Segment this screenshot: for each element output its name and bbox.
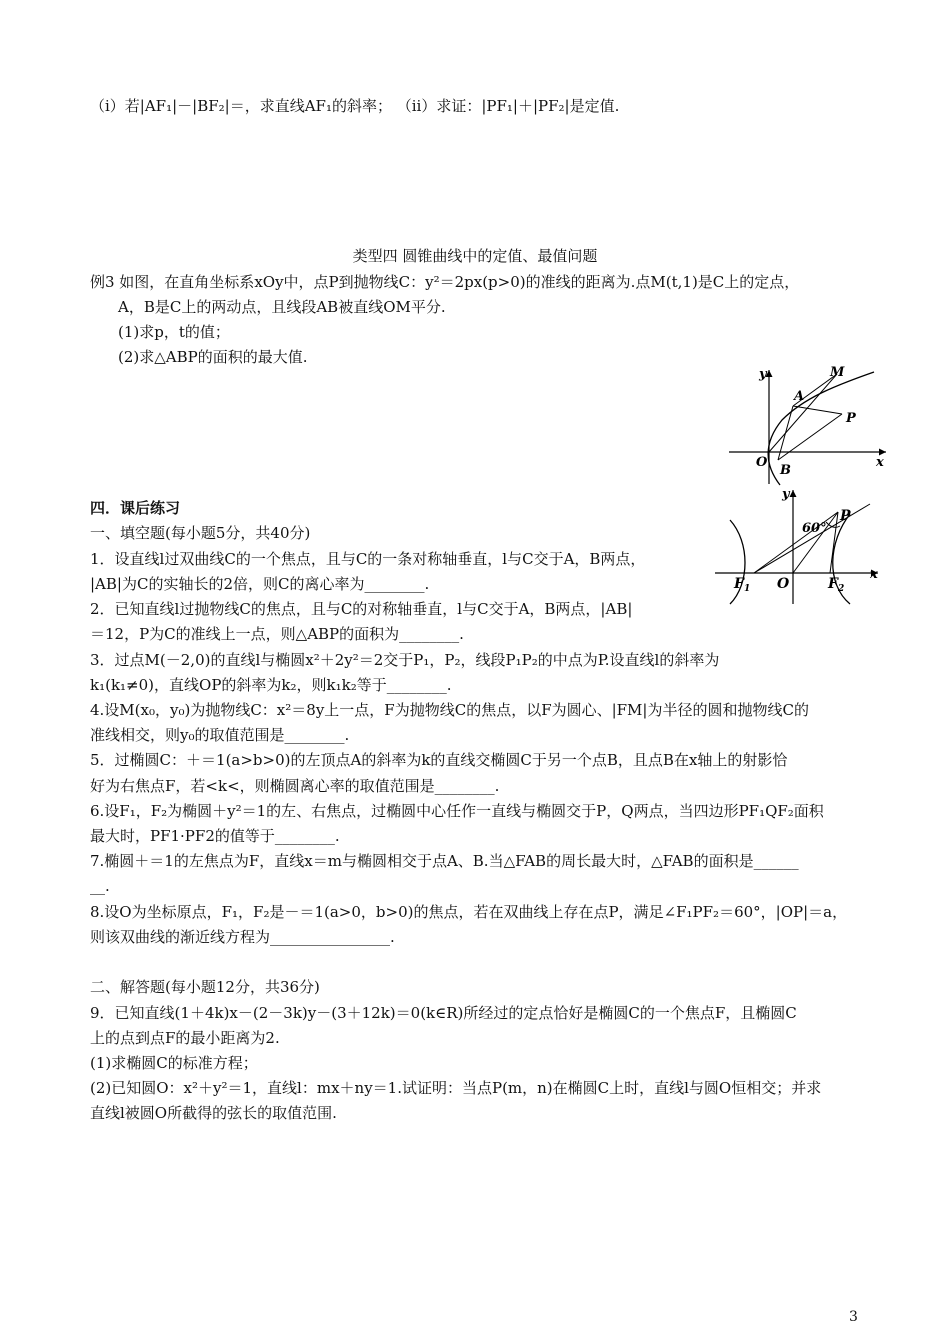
parabola-figure [724, 362, 896, 490]
problem-9-part-2-line-2: 直线l被圆O所截得的弦长的取值范围. [90, 1104, 337, 1122]
answer-heading: 二、解答题(每小题12分，共36分) [90, 978, 320, 996]
problem-3-line-2: k₁(k₁≠0)，直线OP的斜率为k₂，则k₁k₂等于________. [90, 676, 452, 694]
problem-9-part-1: (1)求椭圆C的标准方程； [90, 1054, 258, 1072]
fig2-point-p-label: P [840, 508, 851, 524]
fig1-point-b-label: B [780, 463, 791, 478]
problem-3-line-1: 3．过点M(－2,0)的直线l与椭圆x²＋2y²＝2交于P₁，P₂，线段P₁P₂的中点为P.设直线l的斜率为 [90, 651, 720, 669]
problem-2-line-1: 2．已知直线l过抛物线C的焦点，且与C的对称轴垂直，l与C交于A，B两点，|AB| [90, 600, 633, 618]
problem-9-line-2: 上的点到点F的最小距离为2. [90, 1029, 280, 1047]
hyperbola-figure [710, 484, 888, 608]
problem-4-line-2: 准线相交，则y₀的取值范围是________. [90, 726, 350, 744]
problem-5-line-2: 好为右焦点F，若<k<，则椭圆离心率的取值范围是________. [90, 777, 500, 795]
problem-7-line-1: 7.椭圆＋＝1的左焦点为F，直线x＝m与椭圆相交于点A、B.当△FAB的周长最大时，△FAB的面积是______ [90, 852, 799, 870]
fig2-angle-label: 60° [802, 521, 827, 536]
fig2-x-label: x [870, 567, 878, 582]
top-question-line: （ⅰ）若|AF₁|－|BF₂|＝，求直线AF₁的斜率； （ⅱ）求证：|PF₁|＋|PF₂|是定值. [90, 97, 620, 115]
fig2-y-label: y [782, 487, 790, 502]
fig2-f2-label: $F_2$ [828, 576, 845, 594]
problem-2-line-2: ＝12，P为C的准线上一点，则△ABP的面积为________. [90, 625, 464, 643]
fig1-y-label: y [759, 367, 767, 382]
page-number: 3 [849, 1309, 858, 1325]
section-title: 类型四 圆锥曲线中的定值、最值问题 [352, 247, 598, 265]
problem-6-line-1: 6.设F₁，F₂为椭圆＋y²＝1的左、右焦点，过椭圆中心任作一直线与椭圆交于P，Q两点，当四边形PF₁QF₂面积 [90, 802, 824, 820]
problem-7-line-2: __. [90, 877, 110, 895]
fig2-origin-label: O [777, 576, 790, 592]
fig1-point-a-label: A [794, 389, 805, 404]
fig1-origin-label: O [756, 455, 768, 470]
problem-4-line-1: 4.设M(x₀，y₀)为抛物线C：x²＝8y上一点，F为抛物线C的焦点，以F为圆心、|FM|为半径的圆和抛物线C的 [90, 701, 809, 719]
example-3-line-1: 例3 如图，在直角坐标系xOy中，点P到抛物线C：y²＝2px(p>0)的准线的距离为.点M(t,1)是C上的定点， [90, 273, 800, 291]
example-3-line-2: A，B是C上的两动点，且线段AB被直线OM平分. [118, 298, 446, 316]
problem-1-line-1: 1．设直线l过双曲线C的一个焦点，且与C的一条对称轴垂直，l与C交于A，B两点， [90, 550, 646, 568]
fig2-f1-label: $F_1$ [734, 576, 751, 594]
fill-blank-heading: 一、填空题(每小题5分，共40分) [90, 524, 311, 542]
problem-8-line-1: 8.设O为坐标原点，F₁，F₂是－＝1(a>0，b>0)的焦点，若在双曲线上存在点P，满足∠F₁PF₂＝60°，|OP|＝a， [90, 903, 848, 921]
problem-9-part-2-line-1: (2)已知圆O：x²＋y²＝1，直线l：mx＋ny＝1.试证明：当点P(m，n)在椭圆C上时，直线l与圆O恒相交；并求 [90, 1079, 822, 1097]
problem-8-line-2: 则该双曲线的渐近线方程为________________. [90, 928, 395, 946]
example-3-part-1: (1)求p，t的值； [118, 323, 230, 341]
fig1-point-m-label: M [830, 365, 845, 380]
problem-6-line-2: 最大时，PF1·PF2的值等于________. [90, 827, 340, 845]
fig1-point-p-label: P [846, 411, 856, 426]
problem-9-line-1: 9．已知直线(1＋4k)x－(2－3k)y－(3＋12k)＝0(k∈R)所经过的定点恰好是椭圆C的一个焦点F，且椭圆C [90, 1004, 797, 1022]
problem-5-line-1: 5．过椭圆C：＋＝1(a>b>0)的左顶点A的斜率为k的直线交椭圆C于另一个点B，且点B在x轴上的射影恰 [90, 751, 788, 769]
problem-1-line-2: |AB|为C的实轴长的2倍，则C的离心率为________. [90, 575, 430, 593]
fig1-x-label: x [876, 455, 884, 470]
example-3-part-2: (2)求△ABP的面积的最大值. [118, 348, 308, 366]
practice-heading: 四．课后练习 [90, 499, 181, 517]
